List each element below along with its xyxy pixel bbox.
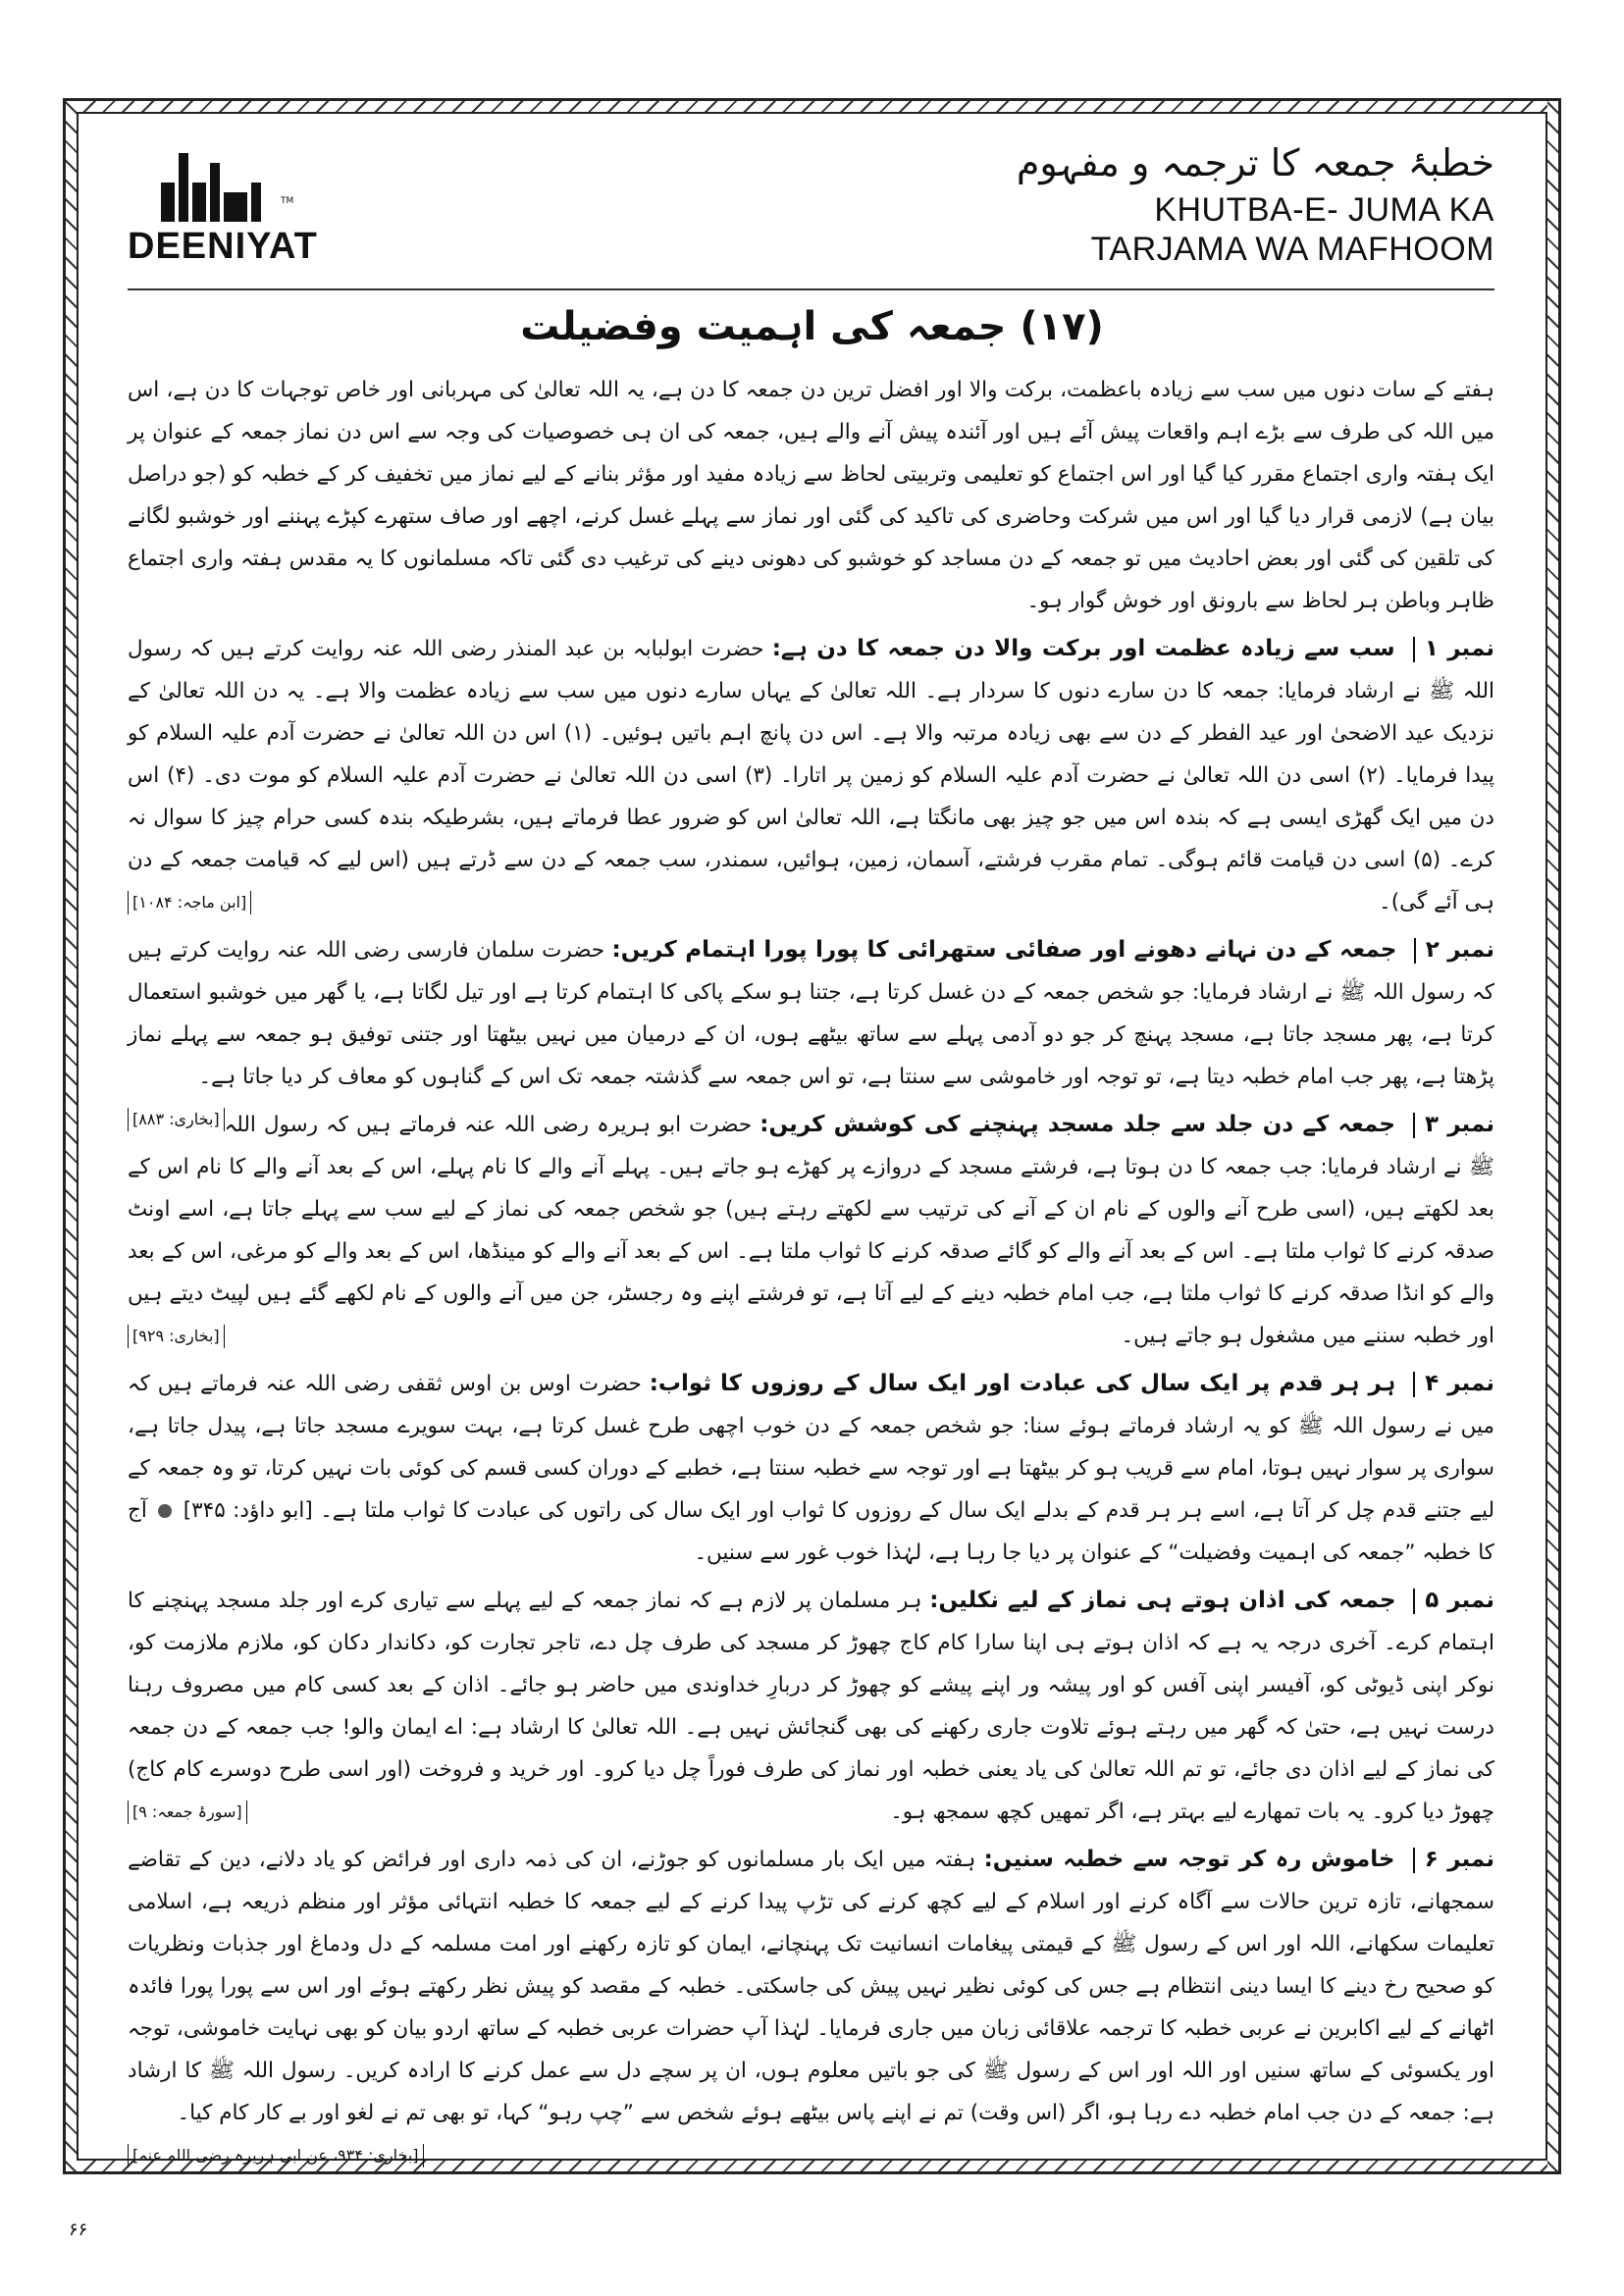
reference-inline: [ابو داؤد: ۳۴۵] (183, 1498, 313, 1523)
point-number: نمبر ۱ (1424, 636, 1494, 661)
point-5 (128, 1580, 1494, 1833)
header-divider (128, 288, 1494, 290)
point-number: نمبر ۶ (1424, 1847, 1494, 1872)
point-heading: خاموش رہ کر توجہ سے خطبہ سنیں: (983, 1847, 1395, 1872)
trademark-label: TM (281, 196, 294, 206)
point-1 (128, 628, 1494, 923)
title-english-line1: KHUTBA-E- JUMA KA (1154, 191, 1494, 229)
separator (1413, 637, 1415, 662)
reference: [بخاری: ۹۳۴، عن ابی ہریرہ رضی اللہ عنہ] (128, 2144, 424, 2167)
point-6 (128, 1839, 1494, 2165)
intro-paragraph: ہفتے کے سات دنوں میں سب سے زیادہ باعظمت، برکت والا اور افضل ترین دن جمعہ کا دن ہے، یہ اللہ تعالیٰ کی مہربانی اور خاص توجہات کا دن ہے، اس میں اللہ کی طرف سے بڑے اہم واقعات پیش آئے ہیں اور آئندہ پیش آنے والے ہیں، جمعہ کی ان ہی خصوصیات کی وجہ سے اس دن نماز جمعہ کے عنوان پر ایک ہفتہ واری اجتماع مقرر کیا گیا اور اس اجتماع کو تعلیمی وتربیتی لحاظ سے زیادہ مفید اور مؤثر بنانے کے لیے نماز میں تخفیف کر کے خطبہ کو (جو دراصل بیان ہے) لازمی قرار دیا گیا اور اس میں شرکت وحاضری کی تاکید کی گئی اور نماز سے پہلے غسل کرنے، اچھے اور صاف ستھرے کپڑے پہننے اور خوشبو لگانے کی تلقین کی گئی اور بعض احادیث میں تو جمعہ کے دن مساجد کو خوشبو کی دھونی دینے کی ترغیب دی گئی تاکہ مسلمانوں کا یہ مقدس ہفتہ واری اجتماع ظاہر وباطن ہر لحاظ سے بارونق اور خوش گوار ہو۔ (128, 378, 1494, 613)
reference: [ابن ماجہ: ۱۰۸۴] (128, 891, 251, 914)
point-heading: جمعہ کے دن جلد سے جلد مسجد پہنچنے کی کوشش کریں: (760, 1112, 1395, 1137)
article-body (128, 369, 1494, 2167)
point-heading: ہر ہر قدم پر ایک سال کی عبادت اور ایک سال کے روزوں کا ثواب: (649, 1371, 1396, 1396)
logo-text: DEENIYAT (128, 226, 318, 267)
deeniyat-logo (128, 153, 318, 281)
title-block (1017, 141, 1494, 269)
point-3 (128, 1104, 1494, 1357)
title-urdu: خطبۂ جمعہ کا ترجمہ و مفہوم (1016, 141, 1494, 184)
separator (1413, 1372, 1415, 1397)
point-text: حضرت سلمان فارسی رضی اللہ عنہ روایت کرتے ہیں کہ رسول اللہ ﷺ نے ارشاد فرمایا: جو شخص جمعہ کے دن غسل کرتا ہے، جتنا ہو سکے پاکی کا اہتمام کرتا ہے اور تیل لگاتا ہے، یا گھر میں خوشبو استعمال کرتا ہے، پھر مسجد جاتا ہے، مسجد پہنچ کر جو دو آدمی پہلے سے ساتھ بیٹھے ہوں، ان کے درمیان میں نہیں بیٹھتا اور جتنی توفیق ہو جمعہ سے پہلے نماز پڑھتا ہے، پھر جب امام خطبہ دیتا ہے، تو توجہ اور خاموشی سے سنتا ہے، تو اس جمعہ سے گذشتہ جمعہ تک اس کے گناہوں کو معاف کر دیا جاتا ہے۔ (128, 938, 1494, 1089)
point-4 (128, 1363, 1494, 1574)
point-heading: سب سے زیادہ عظمت اور برکت والا دن جمعہ کا دن ہے: (771, 636, 1395, 661)
separator (1414, 938, 1416, 964)
point-text: ہر مسلمان پر لازم ہے کہ نماز جمعہ کے لیے پہلے سے تیاری کرے اور جلد مسجد پہنچنے کا اہتمام کرے۔ آخری درجہ یہ ہے کہ اذان ہوتے ہی اپنا سارا کام کاج چھوڑ کر مسجد کی طرف چل دے، تاجر تجارت کو، دکاندار دکان کو، ملازم ملازمت کو، نوکر اپنی ڈیوٹی کو، آفیسر اپنی آفس کو اور پیشہ ور اپنے پیشے کو چھوڑ کر دربارِ خداوندی میں حاضر ہو جائے۔ اذان کے بعد کسی کام میں مصروف رہنا درست نہیں ہے، حتیٰ کہ گھر میں رہتے ہوئے تلاوت جاری رکھنے کی بھی گنجائش نہیں ہے۔ اللہ تعالیٰ کا ارشاد ہے: اے ایمان والو! جب جمعہ کے دن جمعہ کی نماز کے لیے اذان دی جائے، تو تم اللہ تعالیٰ کی یاد یعنی خطبہ اور نماز کی طرف فوراً چل دیا کرو۔ اور خرید و فروخت (اور اسی طرح دوسرے کام کاج) چھوڑ دیا کرو۔ یہ بات تمھارے لیے بہتر ہے، اگر تمھیں کچھ سمجھ ہو۔ (128, 1589, 1494, 1824)
point-number: نمبر ۵ (1425, 1588, 1494, 1613)
reference: [بخاری: ۸۸۳] (128, 1108, 225, 1131)
today-note: آج کا خطبہ ”جمعہ کی اہمیت وفضیلت“ کے عنوان پر دیا جا رہا ہے، لہٰذا خوب غور سے سنیں۔ (128, 1498, 1494, 1565)
section-title: (۱۷) جمعہ کی اہمیت وفضیلت (520, 304, 1104, 349)
separator (1413, 1589, 1415, 1614)
point-number: نمبر ۴ (1425, 1371, 1495, 1396)
reference: [بخاری: ۹۲۹] (128, 1325, 225, 1348)
point-text: حضرت ابولبابہ بن عبد المنذر رضی اللہ عنہ روایت کرتے ہیں کہ رسول اللہ ﷺ نے ارشاد فرمایا: جمعہ کا دن سارے دنوں کا سردار ہے۔ اللہ تعالیٰ کے یہاں سارے دنوں میں سب سے زیادہ عظمت والا ہے۔ یہ دن اللہ تعالیٰ کے نزدیک عید الاضحیٰ اور عید الفطر کے دن سے بھی زیادہ مرتبہ والا ہے۔ اس دن پانچ اہم باتیں ہوئیں۔ (۱) اس دن اللہ تعالیٰ نے حضرت آدم علیہ السلام کو پیدا فرمایا۔ (۲) اسی دن اللہ تعالیٰ نے حضرت آدم علیہ السلام کو زمین پر اتارا۔ (۳) اسی دن اللہ تعالیٰ نے حضرت آدم علیہ السلام کو موت دی۔ (۴) اس دن میں ایک گھڑی ایسی ہے کہ بندہ اس میں جو چیز بھی مانگتا ہے، اللہ تعالیٰ اس کو ضرور عطا فرماتے ہیں، بشرطیکہ بندہ کسی حرام چیز کا سوال نہ کرے۔ (۵) اسی دن قیامت قائم ہوگی۔ تمام مقرب فرشتے، آسمان، زمین، ہوائیں، سمندر، سب جمعہ کے دن سے ڈرتے ہیں (اس لیے کہ قیامت جمعہ کے دن ہی آئے گی)۔ (128, 637, 1494, 914)
page-header (90, 124, 1534, 290)
point-heading: جمعہ کی اذان ہوتے ہی نماز کے لیے نکلیں: (929, 1588, 1396, 1613)
bullet-icon (158, 1504, 172, 1518)
separator (1413, 1848, 1415, 1873)
point-text: ہفتہ میں ایک بار مسلمانوں کو جوڑنے، ان کی ذمہ داری اور فرائض کو یاد دلانے، دین کے تقاضے سمجھانے، تازہ ترین حالات سے آگاہ کرنے اور اسلام کے لیے کچھ کرنے کی تڑپ پیدا کرنے کے لیے جمعہ کا خطبہ انتہائی مؤثر اور منظم ذریعہ ہے، اسلامی تعلیمات سکھانے، اللہ اور اس کے رسول ﷺ کے قیمتی پیغامات انسانیت تک پہنچانے، ایمان کو تازہ رکھنے اور امت مسلمہ کے دل ودماغ اور جذبات ونظریات کو صحیح رخ دینے کا ایسا دینی انتظام ہے جس کی کوئی نظیر نہیں پیش کی جاسکتی۔ خطبہ کے مقصد کو پیش نظر رکھتے ہوئے اور اس سے پورا پورا فائدہ اٹھانے کے لیے اکابرین نے عربی خطبہ کا ترجمہ علاقائی زبان میں جاری فرمایا۔ لہٰذا آپ حضرات عربی خطبہ کے ساتھ اردو بیان کو بھی نہایت خاموشی، توجہ اور یکسوئی کے ساتھ سنیں اور اللہ اور اس کے رسول ﷺ کی جو باتیں معلوم ہوں، ان پر سچے دل سے عمل کرنے کا ارادہ کریں۔ رسول اللہ ﷺ کا ارشاد ہے: جمعہ کے دن جب امام خطبہ دے رہا ہو، اگر (اس وقت) تم نے اپنے پاس بیٹھے ہوئے شخص سے ”چپ رہو“ کہا، تو بھی تم نے لغو اور بے کار کام کیا۔ (128, 1848, 1494, 2125)
reference: [سورۂ جمعہ: ۹] (128, 1800, 247, 1824)
page-content (90, 124, 1534, 2165)
separator (1413, 1113, 1415, 1138)
point-text: حضرت ابو ہریرہ رضی اللہ عنہ فرماتے ہیں کہ رسول اللہ ﷺ نے ارشاد فرمایا: جب جمعہ کا دن ہوتا ہے، فرشتے مسجد کے دروازے پر کھڑے ہو جاتے ہیں۔ پہلے آنے والے کا نام پہلے، اس کے بعد آنے والے کا نام اس کے بعد لکھتے ہیں، (اسی طرح آنے والوں کے نام ان کے آنے کی ترتیب سے لکھتے رہتے ہیں) جو شخص جمعہ کی نماز کے لیے سب سے پہلے جاتا ہے، اسے اونٹ صدقہ کرنے کا ثواب ملتا ہے۔ اس کے بعد آنے والے کو گائے صدقہ کرنے کا ثواب ملتا ہے۔ اس کے بعد آنے والے کو مینڈھا، اس کے بعد والے کو مرغی، اس کے بعد والے کو انڈا صدقہ کرنے کا ثواب ملتا ہے، جب امام خطبہ دینے کے لیے آتا ہے، تو فرشتے اپنے وہ رجسٹر، جن میں آنے والوں کے نام لکھے گئے ہیں لپیٹ دیتے ہیں اور خطبہ سننے میں مشغول ہو جاتے ہیں۔ (128, 1113, 1494, 1348)
page-number: ۶۶ (69, 2219, 88, 2240)
point-number: نمبر ۲ (1425, 937, 1494, 963)
point-number: نمبر ۳ (1424, 1112, 1494, 1137)
title-english-line2: TARJAMA WA MAFHOOM (1090, 231, 1494, 268)
mosque-calligraphy-icon (128, 153, 294, 222)
point-text: حضرت اوس بن اوس ثقفی رضی اللہ عنہ فرماتے ہیں کہ میں نے رسول اللہ ﷺ کو یہ ارشاد فرماتے ہوئے سنا: جو شخص جمعہ کے دن خوب اچھی طرح غسل کرتا ہے، بہت سویرے مسجد جاتا ہے، پیدل جاتا ہے، سواری پر سوار نہیں ہوتا، امام سے قریب ہو کر بیٹھتا ہے اور توجہ سے خطبہ سنتا ہے، خطبے کے دوران کسی قسم کی کوئی بات نہیں کرتا، تو وہ جمعہ کے لیے جتنے قدم چل کر آتا ہے، اسے ہر ہر قدم کے بدلے ایک سال کے روزوں کا ثواب اور ایک سال کی راتوں کی عبادت کا ثواب ملتا ہے۔ (128, 1372, 1494, 1523)
point-heading: جمعہ کے دن نہانے دھونے اور صفائی ستھرائی کا پورا پورا اہتمام کریں: (611, 937, 1397, 963)
